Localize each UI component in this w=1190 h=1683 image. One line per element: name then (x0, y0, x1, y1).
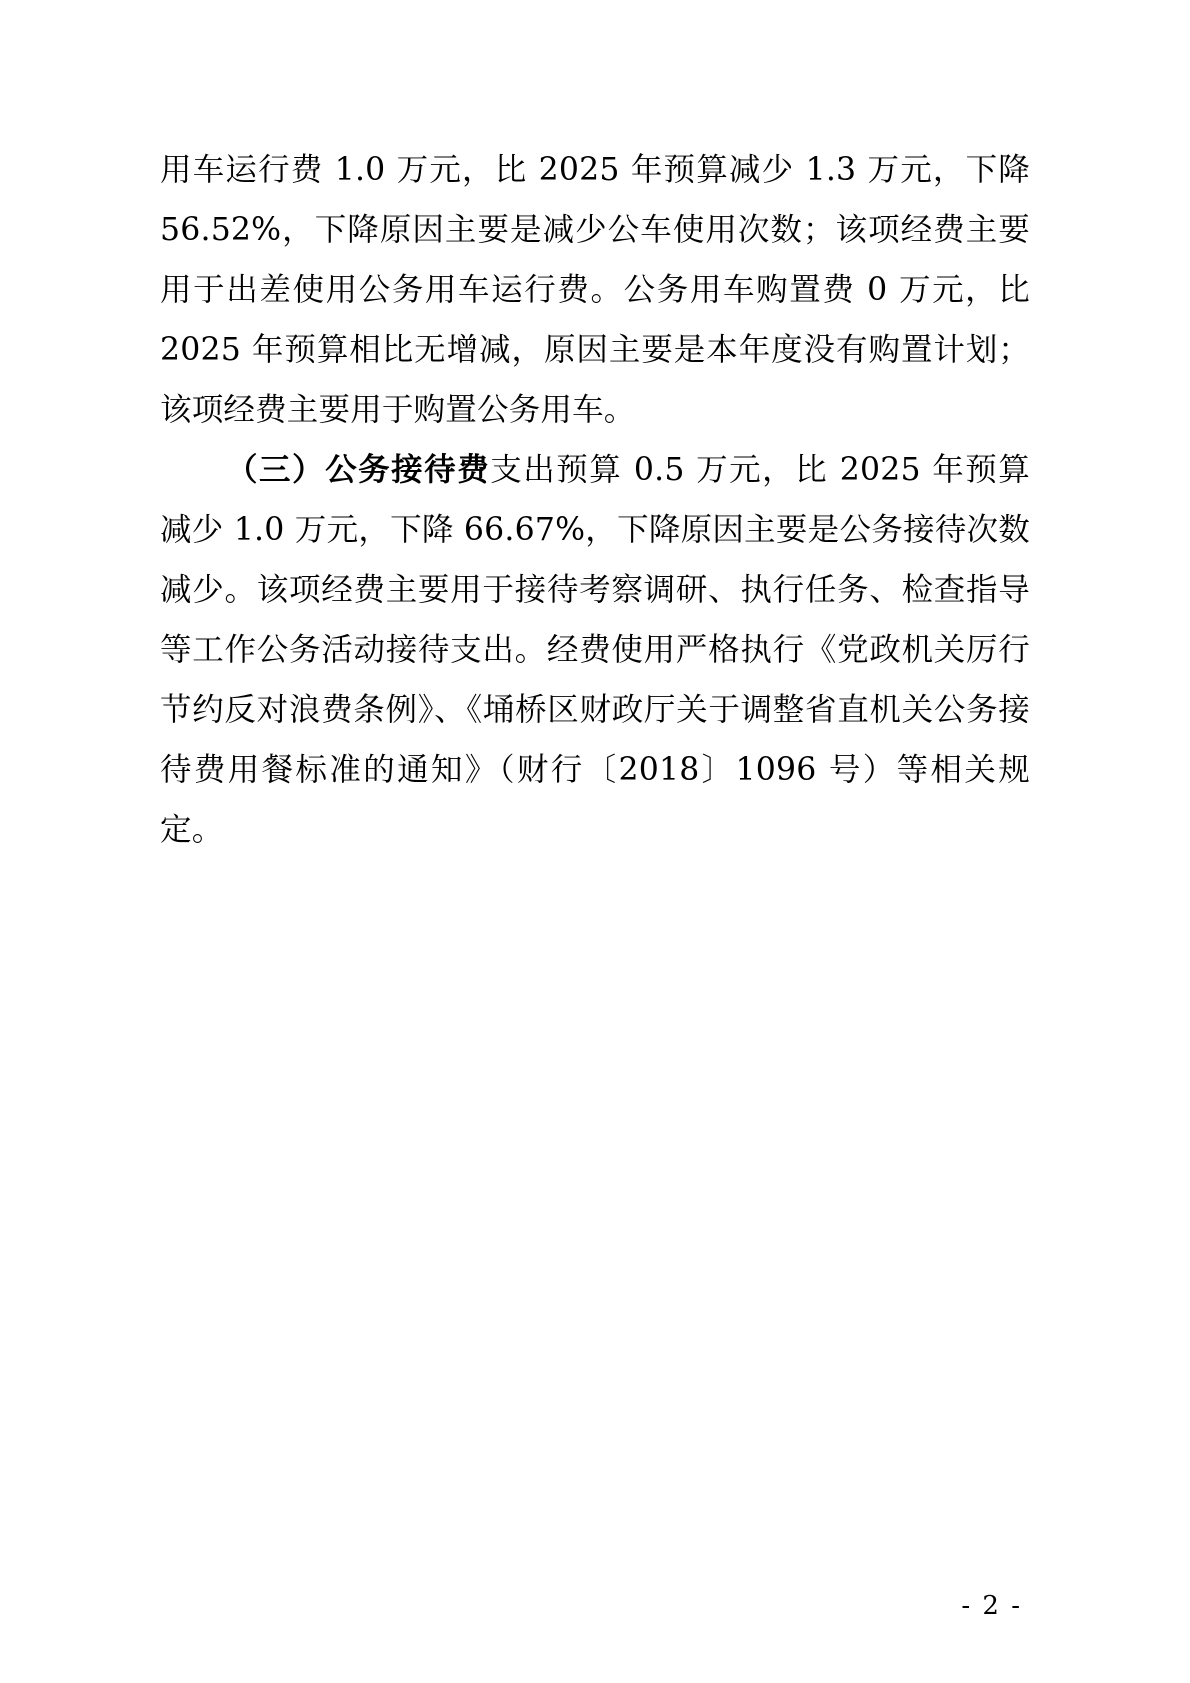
paragraph-lead-label: （三）公务接待费 (226, 451, 491, 488)
paragraph-official-reception (160, 440, 1030, 860)
paragraph-text: 用车运行费 1.0 万元，比 2025 年预算减少 1.3 万元，下降 56.52%，下降原因主要是减少公车使用次数；该项经费主要用于出差使用公务用车运行费。公务用车购置费 0 万元，比 2025 年预算相比无增减，原因主要是本年度没有购置计划；该项经费主要用于购置公务用车。 (160, 152, 1030, 428)
document-body (160, 140, 1030, 860)
paragraph-text: 支出预算 0.5 万元，比 2025 年预算减少 1.0 万元，下降 66.67%，下降原因主要是公务接待次数减少。该项经费主要用于接待考察调研、执行任务、检查指导等工作公务活动接待支出。经费使用严格执行《党政机关厉行节约反对浪费条例》、《埇桥区财政厅关于调整省直机关公务接待费用餐标准的通知》（财行〔2018〕1096 号）等相关规定。 (160, 452, 1030, 848)
paragraph-official-vehicle (160, 140, 1030, 440)
page-number: - 2 - (961, 1591, 1022, 1621)
